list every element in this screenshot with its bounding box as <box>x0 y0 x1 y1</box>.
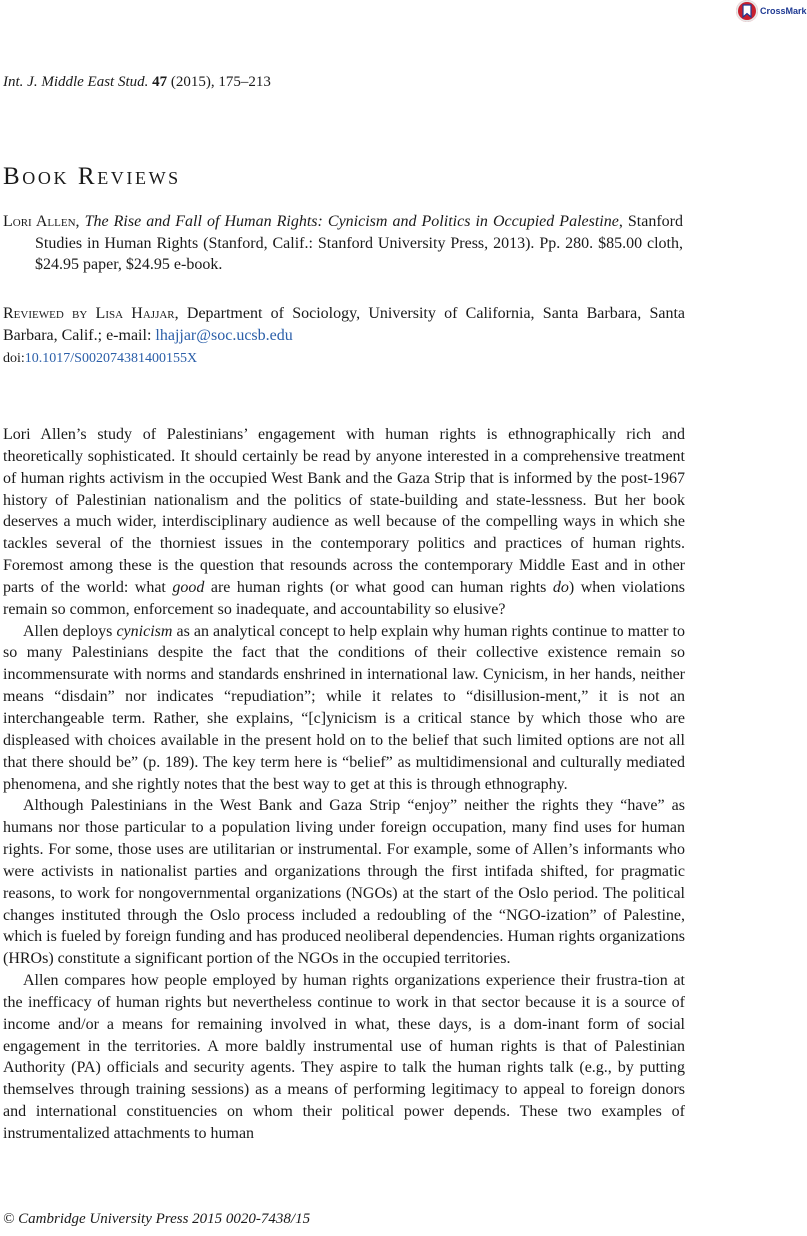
copyright-footer: © Cambridge University Press 2015 0020-7438/15 <box>3 1211 311 1227</box>
p1-emphasis-good: good <box>172 578 205 596</box>
p1-emphasis-do: do <box>552 578 569 596</box>
p1-text-a: Lori Allen’s study of Palestinians’ engagement with human rights is ethnographically rich and theoretically sophisticated. It should certainly be read by anyone interested in a comprehensive treatment of human rights activism in the occupied West Bank and the Gaza Strip that is informed by the post-1967 history of Palestinian nationalism and the politics of state-building and state-lessness. But her book deserves a much wider, interdisciplinary audience as well because of the compelling ways in which she tackles several of the thorniest issues in the contemporary politics and practices of human rights. Foremost among these is the question that resounds across the contemporary Middle East and in other parts of the world: what <box>3 426 685 596</box>
paragraph-4: Allen compares how people employed by human rights organizations experience their frustra-tion at the inefficacy of human rights but nevertheless continue to work in that sector because it is a source of income and/or a means for remaining involved in what, these days, is a dom-inant form of social engagement in the territories. A more baldly instrumental use of human rights is that of Palestinian Authority (PA) officials and security agents. They aspire to talk the human rights talk (e.g., by putting themselves through training sessions) as a means of performing legitimacy to appeal to foreign donors and international constituencies on whom their political power depends. These two examples of instrumentalized attachments to human <box>3 972 685 1142</box>
paragraph-2 <box>3 621 685 796</box>
paragraph-1 <box>3 424 685 621</box>
section-title: Book Reviews <box>3 163 181 190</box>
book-citation: Lori Allen, The Rise and Fall of Human Rights: Cynicism and Politics in Occupied Palestine, Stanford Studies in Human Rights (Stanford, Calif.: Stanford University Press, 2013). Pp. 280. $85.00 cloth, $24.95 paper, $24.95 e-book. <box>3 213 684 273</box>
p2-emphasis-cynicism: cynicism <box>116 622 173 640</box>
journal-volume: 47 <box>152 74 168 90</box>
doi-line <box>3 351 197 367</box>
journal-name: Int. J. Middle East Stud. <box>3 74 149 90</box>
p1-text-b: are human rights (or what good can human rights <box>204 578 553 596</box>
p2-text-a: Allen deploys <box>23 622 117 640</box>
reviewer-name: Lisa Hajjar <box>95 305 175 322</box>
crossmark-label: CrossMark <box>760 6 807 16</box>
review-body <box>3 424 685 1145</box>
journal-year-pages: (2015), 175–213 <box>170 74 271 90</box>
journal-citation <box>3 74 271 91</box>
book-title: The Rise and Fall of Human Rights: Cynicism and Politics in Occupied Palestine <box>84 213 619 230</box>
reviewer-email-link[interactable]: lhajjar@soc.ucsb.edu <box>155 326 293 344</box>
paragraph-3: Although Palestinians in the West Bank and Gaza Strip “enjoy” neither the rights they “have” as humans nor those particular to a population living under foreign occupation, many find uses for human rights. For some, those uses are utilitarian or instrumental. For example, some of Allen’s informants who were activists in nationalist parties and organizations through the first intifada shifted, for pragmatic reasons, to work for nongovernmental organizations (NGOs) at the start of the Oslo period. The political changes instituted through the Oslo process included a redoubling of the “NGO-ization” of Palestine, which is fueled by foreign funding and has produced neoliberal dependencies. Human rights organizations (HROs) constitute a significant portion of the NGOs in the occupied territories. <box>3 797 685 968</box>
reviewer-info <box>3 303 685 346</box>
doi-link[interactable]: 10.1017/S002074381400155X <box>24 351 198 366</box>
crossmark-icon <box>736 0 758 22</box>
doi-label: doi: <box>3 351 25 366</box>
p2-text-b: as an analytical concept to help explain why human rights continue to matter to so many Palestinians despite the fact that the conditions of their collective existence remain so incommensurate with norms and standards enshrined in international law. Cynicism, in her hands, neither means “disdain” nor indicates “repudiation”; while it relates to “disillusion-ment,” it is not an interchangeable term. Rather, she explains, “[c]ynicism is a critical stance by which those who are displeased with choices available in the present hold on to the belief that such limited options are not all that there should be” (p. 189). The key term here is “belief” as multidimensional and culturally mediated phenomena, and she rightly notes that the best way to get at this is through ethnography. <box>3 622 685 793</box>
p1-text-c: ) when violations remain so common, enforcement so inadequate, and accountability so elusive? <box>3 578 685 618</box>
reviewer-affiliation: , Department of Sociology, University of California, Santa Barbara, Santa Barbara, Calif.; e-mail: <box>3 305 686 344</box>
crossmark-badge[interactable] <box>736 0 807 22</box>
book-details: , Stanford Studies in Human Rights (Stanford, Calif.: Stanford University Press, 2013). Pp. 280. $85.00 cloth, $24.95 paper, $24.95 e-book. <box>35 213 684 273</box>
book-author: Lori Allen <box>3 213 76 230</box>
reviewer-prefix: Reviewed by <box>3 305 88 322</box>
